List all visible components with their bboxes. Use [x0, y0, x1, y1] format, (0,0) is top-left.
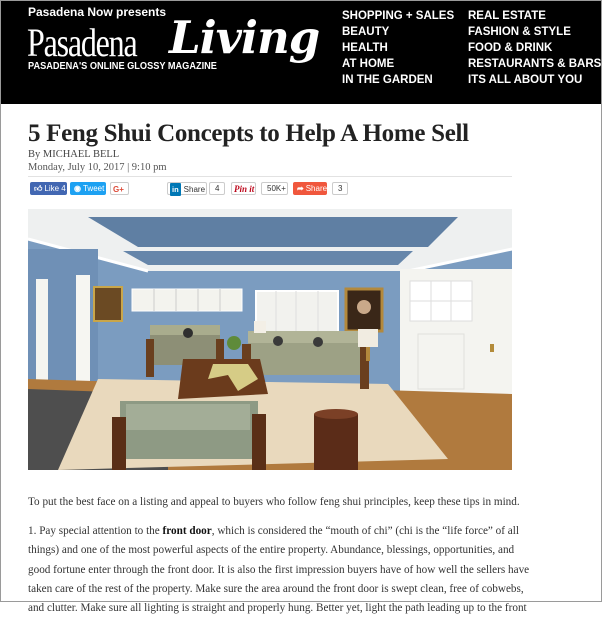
point-1-keyword: front door [162, 525, 212, 538]
article-byline: By MICHAEL BELL [28, 149, 120, 160]
share-label: Share [305, 184, 328, 193]
google-plus-button[interactable]: G+ [110, 182, 129, 195]
article-date: Monday, July 10, 2017 | 9:10 pm [28, 162, 167, 173]
point-1-line-5: and clutter. Make sure all lighting is straight and properly hung. Better yet, light the path leading up to the front [28, 601, 527, 614]
nav-column-left [342, 8, 454, 88]
point-1-line-4: taken care of the rest of the property. Make sure the area around the front door is swept clean, free of cobwebs, [28, 582, 524, 595]
nav-link-beauty[interactable]: BEAUTY [342, 26, 390, 38]
point-1-line-1 [28, 522, 518, 541]
nav-link-fashion[interactable]: FASHION & STYLE [468, 26, 571, 38]
article-intro: To put the best face on a listing and appeal to buyers who follow feng shui principles, keep these tips in mind. [28, 496, 520, 508]
thumbs-up-icon: 👍︎ [34, 184, 43, 193]
point-1-line-2: things) and one of the most powerful aspects of the entire property. Abundance, blessings, opportunities, and [28, 544, 515, 557]
point-1-line-1-rest: , which is considered the “mouth of chi” (chi is the “life force” of all [211, 525, 519, 538]
nav-link-health[interactable]: HEALTH [342, 42, 388, 54]
logo-wordmark[interactable]: Pasadena [27, 20, 137, 65]
share-count: 3 [332, 182, 348, 195]
pinterest-count: 50K+ [261, 182, 288, 195]
share-button[interactable] [293, 182, 327, 195]
tweet-button[interactable] [70, 182, 106, 195]
article-point-1 [28, 522, 530, 618]
article-title: 5 Feng Shui Concepts to Help A Home Sell [28, 120, 469, 147]
linkedin-share-label: Share [183, 185, 206, 194]
site-tagline: PASADENA'S ONLINE GLOSSY MAGAZINE [28, 61, 217, 72]
share-icon: ➦ [297, 184, 304, 193]
divider [28, 176, 512, 177]
linkedin-share-button[interactable] [167, 182, 207, 195]
share-bar [28, 182, 508, 196]
facebook-like-button[interactable] [30, 182, 67, 195]
logo-script[interactable]: Living [169, 11, 320, 64]
article-body [28, 493, 530, 618]
living-room-photo [28, 209, 512, 470]
point-1-line-3: good fortune enter through the front door. It is also the first impression buyers have of how well the sellers have [28, 563, 530, 576]
hero-image[interactable] [28, 209, 512, 470]
nav-link-shopping[interactable]: SHOPPING + SALES [342, 10, 455, 22]
tweet-label: Tweet [82, 184, 105, 193]
nav-link-food[interactable]: FOOD & DRINK [468, 42, 553, 54]
nav-link-real-estate[interactable]: REAL ESTATE [468, 10, 546, 22]
nav-link-at-home[interactable]: AT HOME [342, 58, 395, 70]
nav-column-right [468, 8, 601, 88]
facebook-like-label: Like 4 [44, 184, 66, 193]
site-header [1, 1, 601, 104]
presents-label: Pasadena Now presents [28, 5, 167, 19]
nav-link-garden[interactable]: IN THE GARDEN [342, 74, 433, 86]
twitter-bird-icon: ◉ [74, 184, 81, 193]
pinterest-pin-button[interactable]: Pin it [231, 182, 256, 195]
nav-link-about-you[interactable]: ITS ALL ABOUT YOU [468, 74, 583, 86]
linkedin-icon: in [172, 185, 179, 194]
linkedin-share-count: 4 [209, 182, 225, 195]
nav-link-restaurants[interactable]: RESTAURANTS & BARS [468, 58, 602, 70]
point-1-prefix: 1. Pay special attention to the [28, 525, 163, 538]
